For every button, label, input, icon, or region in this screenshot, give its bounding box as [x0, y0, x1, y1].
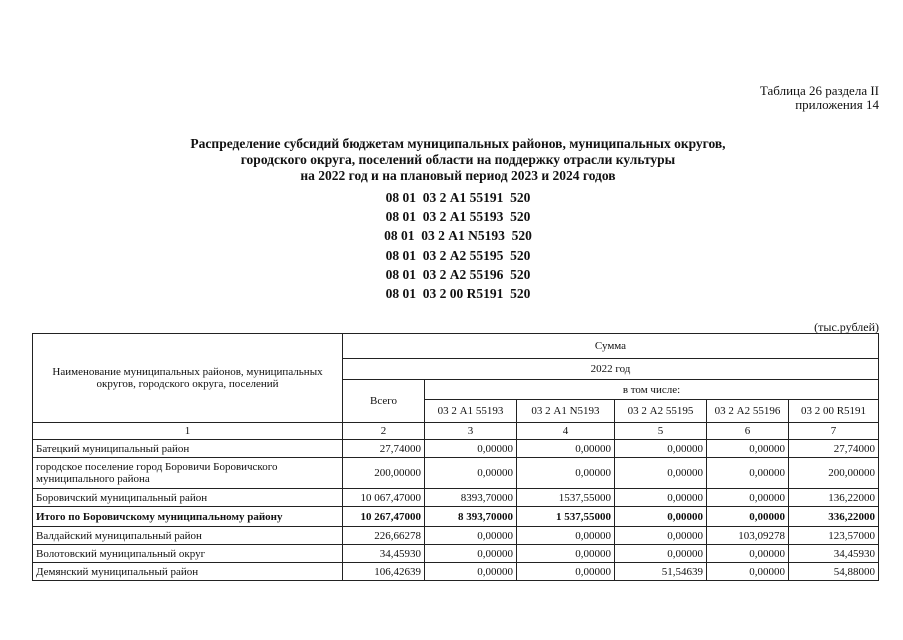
sum-header: Сумма	[343, 334, 879, 359]
cell-total: 34,45930	[343, 545, 425, 563]
cell-value: 0,00000	[425, 527, 517, 545]
municipality-name: Боровичский муниципальный район	[33, 489, 343, 507]
code-column-header: 03 2 00 R5191	[789, 400, 879, 423]
cell-value: 103,09278	[707, 527, 789, 545]
column-number: 7	[789, 423, 879, 440]
table-row	[33, 545, 879, 563]
code-column-header: 03 2 А1 N5193	[517, 400, 615, 423]
column-number: 1	[33, 423, 343, 440]
code-column-header: 03 2 А2 55196	[707, 400, 789, 423]
cell-value: 0,00000	[517, 545, 615, 563]
table-row	[33, 458, 879, 489]
total-column-header: Всего	[343, 380, 425, 423]
cell-value: 1 537,55000	[517, 507, 615, 527]
budget-code: 08 01 03 2 А1 55193 520	[385, 209, 531, 225]
cell-total: 226,66278	[343, 527, 425, 545]
municipality-name: Демянский муниципальный район	[33, 563, 343, 581]
cell-value: 123,57000	[789, 527, 879, 545]
column-number: 4	[517, 423, 615, 440]
cell-value: 0,00000	[707, 489, 789, 507]
code-column-header: 03 2 А1 55193	[425, 400, 517, 423]
cell-value: 0,00000	[425, 458, 517, 489]
year-header: 2022 год	[343, 359, 879, 380]
cell-value: 200,00000	[789, 458, 879, 489]
cell-total: 10 067,47000	[343, 489, 425, 507]
table-row-total	[33, 507, 879, 527]
cell-value: 0,00000	[615, 527, 707, 545]
subsidy-table	[32, 333, 879, 581]
municipality-name: Валдайский муниципальный район	[33, 527, 343, 545]
budget-code: 08 01 03 2 А2 55196 520	[385, 266, 531, 282]
table-row	[33, 527, 879, 545]
table-reference	[760, 84, 879, 112]
municipality-name: Итого по Боровичскому муниципальному району	[33, 507, 343, 527]
cell-value: 136,22000	[789, 489, 879, 507]
column-number-row	[33, 423, 879, 440]
cell-value: 8 393,70000	[425, 507, 517, 527]
column-number: 3	[425, 423, 517, 440]
table-row	[33, 440, 879, 458]
cell-value: 0,00000	[707, 563, 789, 581]
document-title	[0, 136, 903, 184]
cell-value: 0,00000	[615, 507, 707, 527]
budget-code: 08 01 03 2 00 R5191 520	[385, 286, 531, 302]
table-row	[33, 489, 879, 507]
budget-code: 08 01 03 2 А2 55195 520	[385, 247, 531, 263]
cell-value: 51,54639	[615, 563, 707, 581]
cell-value: 0,00000	[615, 489, 707, 507]
cell-value: 336,22000	[789, 507, 879, 527]
title-line-3: на 2022 год и на плановый период 2023 и 2024 годов	[300, 168, 616, 183]
title-line-2: городского округа, поселений области на поддержку отрасли культуры	[240, 152, 676, 167]
cell-value: 0,00000	[707, 545, 789, 563]
cell-value: 54,88000	[789, 563, 879, 581]
cell-value: 0,00000	[425, 440, 517, 458]
title-line-1: Распределение субсидий бюджетам муниципальных районов, муниципальных округов,	[190, 136, 726, 151]
cell-value: 0,00000	[615, 458, 707, 489]
cell-value: 0,00000	[615, 440, 707, 458]
cell-value: 0,00000	[707, 440, 789, 458]
including-header: в том числе:	[425, 380, 879, 400]
cell-value: 0,00000	[425, 563, 517, 581]
cell-value: 34,45930	[789, 545, 879, 563]
column-number: 2	[343, 423, 425, 440]
cell-value: 0,00000	[517, 563, 615, 581]
cell-value: 0,00000	[707, 507, 789, 527]
cell-value: 0,00000	[517, 458, 615, 489]
cell-total: 27,74000	[343, 440, 425, 458]
code-column-header: 03 2 А2 55195	[615, 400, 707, 423]
cell-value: 0,00000	[425, 545, 517, 563]
units-label: (тыс.рублей)	[814, 320, 879, 334]
cell-value: 8393,70000	[425, 489, 517, 507]
cell-value: 0,00000	[517, 440, 615, 458]
cell-value: 0,00000	[707, 458, 789, 489]
cell-total: 200,00000	[343, 458, 425, 489]
budget-codes	[0, 188, 903, 303]
cell-value: 0,00000	[615, 545, 707, 563]
cell-value: 27,74000	[789, 440, 879, 458]
municipality-name: Батецкий муниципальный район	[33, 440, 343, 458]
budget-code: 08 01 03 2 А1 N5193 520	[384, 228, 532, 244]
cell-total: 10 267,47000	[343, 507, 425, 527]
cell-value: 0,00000	[517, 527, 615, 545]
name-column-header: Наименование муниципальных районов, муниципальных округов, городского округа, поселений	[33, 334, 343, 423]
cell-value: 1537,55000	[517, 489, 615, 507]
table-row	[33, 563, 879, 581]
cell-total: 106,42639	[343, 563, 425, 581]
column-number: 6	[707, 423, 789, 440]
column-number: 5	[615, 423, 707, 440]
municipality-name: Волотовский муниципальный округ	[33, 545, 343, 563]
reference-line-2: приложения 14	[795, 97, 879, 112]
budget-code: 08 01 03 2 А1 55191 520	[385, 190, 531, 205]
reference-line-1: Таблица 26 раздела II	[759, 83, 879, 98]
municipality-name: городское поселение город Боровичи Боровичского муниципального района	[33, 458, 343, 489]
